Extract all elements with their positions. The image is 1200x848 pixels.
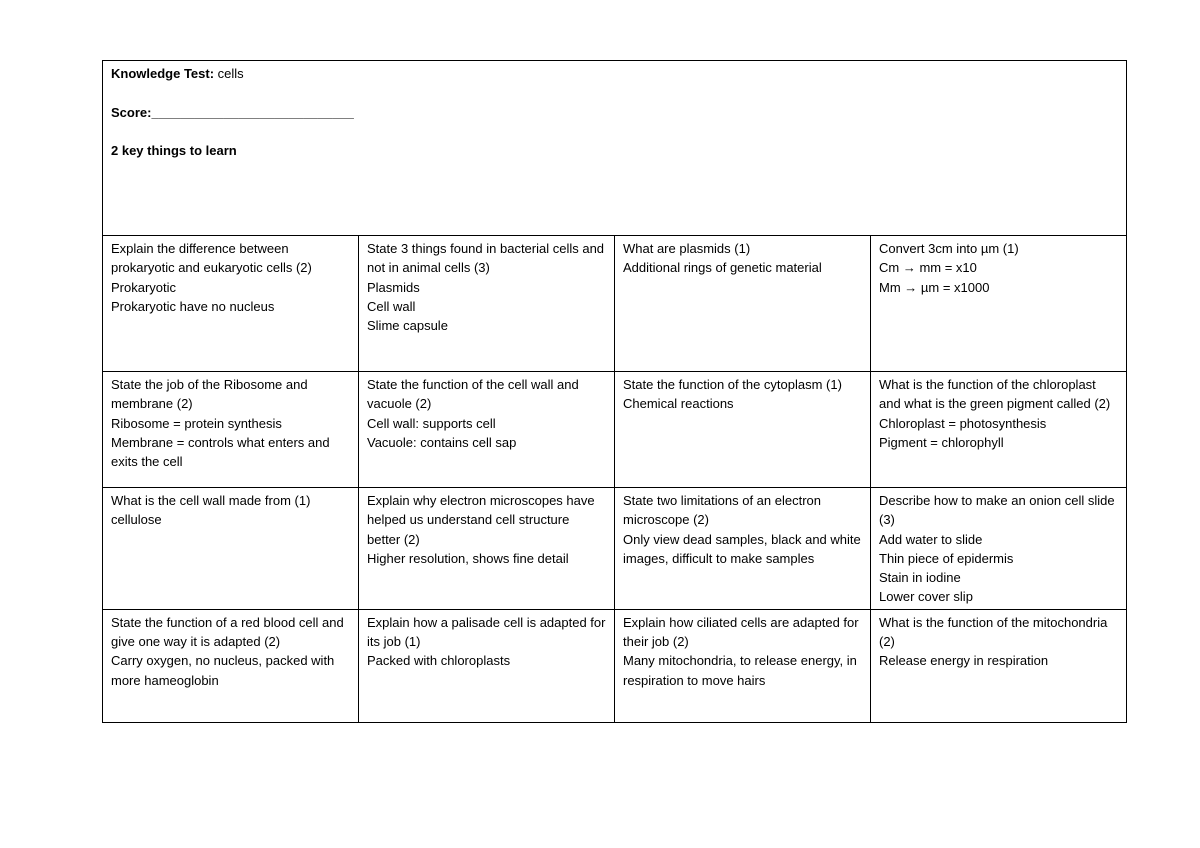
answer-text: Additional rings of genetic material — [623, 260, 822, 276]
answer-text: Plasmids Cell wall Slime capsule — [367, 279, 448, 334]
knowledge-test-table — [102, 60, 1127, 723]
question-cell — [615, 372, 871, 488]
question-text: State the job of the Ribosome and membrane (2) — [111, 377, 308, 412]
test-title-topic: cells — [217, 66, 244, 81]
question-text: State two limitations of an electron microscope (2) — [623, 493, 821, 528]
question-text: State 3 things found in bacterial cells and not in animal cells (3) — [367, 241, 605, 276]
question-text: Convert 3cm into µm (1) — [879, 241, 1019, 256]
key-things-heading: 2 key things to learn — [111, 143, 237, 159]
question-cell — [871, 609, 1127, 722]
question-cell — [615, 236, 871, 372]
question-text: Explain the difference between prokaryotic and eukaryotic cells (2) — [111, 241, 312, 276]
question-text: What is the function of the mitochondria (2) — [879, 614, 1108, 650]
question-cell — [359, 609, 615, 722]
question-cell — [103, 609, 359, 722]
question-cell — [871, 372, 1127, 488]
question-text: Describe how to make an onion cell slide (3) — [879, 493, 1115, 528]
question-cell — [103, 488, 359, 610]
answer-text: Only view dead samples, black and white images, difficult to make samples — [623, 531, 861, 566]
answer-text: Many mitochondria, to release energy, in respiration to move hairs — [623, 653, 857, 688]
header-row — [103, 61, 1127, 236]
question-cell — [103, 236, 359, 372]
answer-text: Carry oxygen, no nucleus, packed with more hameoglobin — [111, 653, 335, 688]
header-cell — [103, 61, 1127, 236]
question-cell — [359, 236, 615, 372]
answer-text: Chemical reactions — [623, 396, 734, 412]
answer-text: cellulose — [111, 512, 162, 528]
question-cell — [871, 488, 1127, 610]
answer-text: Cell wall: supports cell Vacuole: contains cell sap — [367, 415, 517, 450]
question-text: State the function of the cell wall and vacuole (2) — [367, 377, 579, 412]
question-cell — [103, 372, 359, 488]
question-cell — [615, 609, 871, 722]
table-row — [103, 488, 1127, 610]
question-text: What are plasmids (1) — [623, 241, 751, 256]
answer-text: Add water to slide Thin piece of epidermis Stain in iodine Lower cover slip — [879, 531, 1014, 605]
answer-text: Cm → mm = x10 Mm → µm = x1000 — [879, 260, 990, 295]
question-text: Explain why electron microscopes have helped us understand cell structure better (2) — [367, 493, 595, 547]
table-row — [103, 236, 1127, 372]
question-cell — [359, 372, 615, 488]
answer-text: Prokaryotic Prokaryotic have no nucleus — [111, 279, 275, 314]
table-row — [103, 372, 1127, 488]
answer-text: Higher resolution, shows fine detail — [367, 550, 569, 566]
question-text: What is the function of the chloroplast and what is the green pigment called (2) — [879, 377, 1111, 412]
question-cell — [615, 488, 871, 610]
test-title-label: Knowledge Test: — [111, 66, 215, 81]
answer-text: Release energy in respiration — [879, 653, 1049, 669]
question-text: State the function of a red blood cell and give one way it is adapted (2) — [111, 614, 344, 650]
question-text: Explain how ciliated cells are adapted for their job (2) — [623, 614, 859, 650]
score-line: Score:____________________________ — [111, 104, 354, 120]
answer-text: Ribosome = protein synthesis Membrane = controls what enters and exits the cell — [111, 415, 330, 470]
question-cell — [359, 488, 615, 610]
answer-text: Chloroplast = photosynthesis Pigment = chlorophyll — [879, 415, 1047, 450]
answer-text: Packed with chloroplasts — [367, 653, 511, 669]
test-title — [111, 64, 1118, 83]
question-cell — [871, 236, 1127, 372]
question-text: What is the cell wall made from (1) — [111, 493, 311, 508]
table-row — [103, 609, 1127, 722]
question-text: Explain how a palisade cell is adapted for its job (1) — [367, 614, 606, 650]
question-text: State the function of the cytoplasm (1) — [623, 377, 842, 392]
